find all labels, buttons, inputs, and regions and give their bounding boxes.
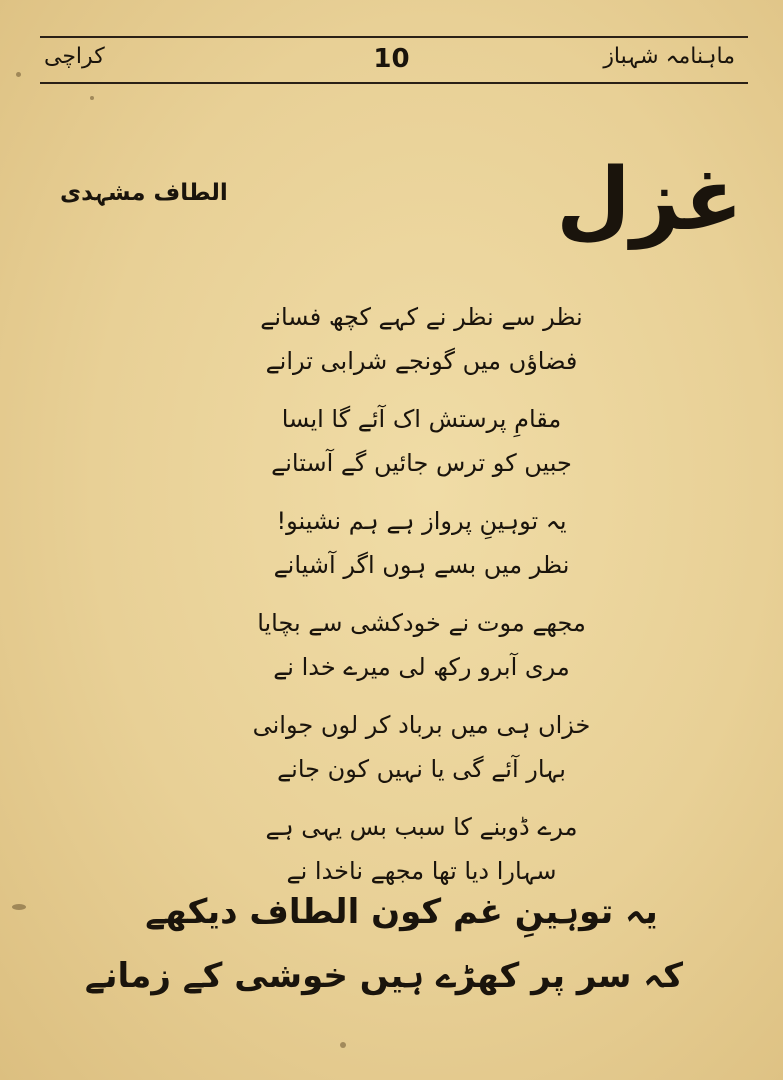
verse-line: مری آبرو رکھ لی میرے خدا نے <box>273 653 570 681</box>
closing-verse-line: یہ توہینِ غم کون الطاف دیکھے <box>145 892 658 932</box>
verse-line: سہارا دیا تھا مجھے ناخدا نے <box>286 857 557 885</box>
closing-verse-line: کہ سر پر کھڑے ہیں خوشی کے زمانے <box>84 956 683 996</box>
verse-line: یہ توہینِ پرواز ہے ہم نشینو! <box>276 507 567 535</box>
couplet-4 <box>100 601 743 689</box>
verse-line: خزاں ہی میں برباد کر لوں جوانی <box>252 711 591 739</box>
ghazal-couplets <box>100 295 743 907</box>
paper-blemish <box>16 72 21 77</box>
verse-line: بہار آئے گی یا نہیں کون جانے <box>277 755 566 783</box>
verse-line: نظر میں بسے ہوں اگر آشیانے <box>273 551 570 579</box>
verse-line: فضاؤں میں گونجے شرابی ترانے <box>265 347 578 375</box>
magazine-name: ماہنامہ شہباز <box>603 44 735 69</box>
page-number: 10 <box>373 44 410 74</box>
author-name: الطاف مشہدی <box>60 180 228 206</box>
city-name: کراچی <box>44 44 105 69</box>
verse-line: مقامِ پرستش اک آئے گا ایسا <box>281 405 562 433</box>
verse-line: نظر سے نظر نے کہے کچھ فسانے <box>260 303 583 331</box>
closing-couplet <box>84 880 683 1008</box>
couplet-2 <box>100 397 743 485</box>
verse-line: جبیں کو ترس جائیں گے آستانے <box>271 449 572 477</box>
paper-blemish <box>90 96 94 100</box>
verse-line: مرے ڈوبنے کا سبب بس یہی ہے <box>265 813 578 841</box>
header-rule-top <box>40 36 748 38</box>
header-rule-bottom <box>40 82 748 84</box>
couplet-3 <box>100 499 743 587</box>
couplet-1 <box>100 295 743 383</box>
paper-blemish <box>340 1042 346 1048</box>
couplet-5 <box>100 703 743 791</box>
paper-blemish <box>12 904 26 910</box>
verse-line: مجھے موت نے خودکشی سے بچایا <box>257 609 586 637</box>
ghazal-title: غزل <box>556 150 743 250</box>
